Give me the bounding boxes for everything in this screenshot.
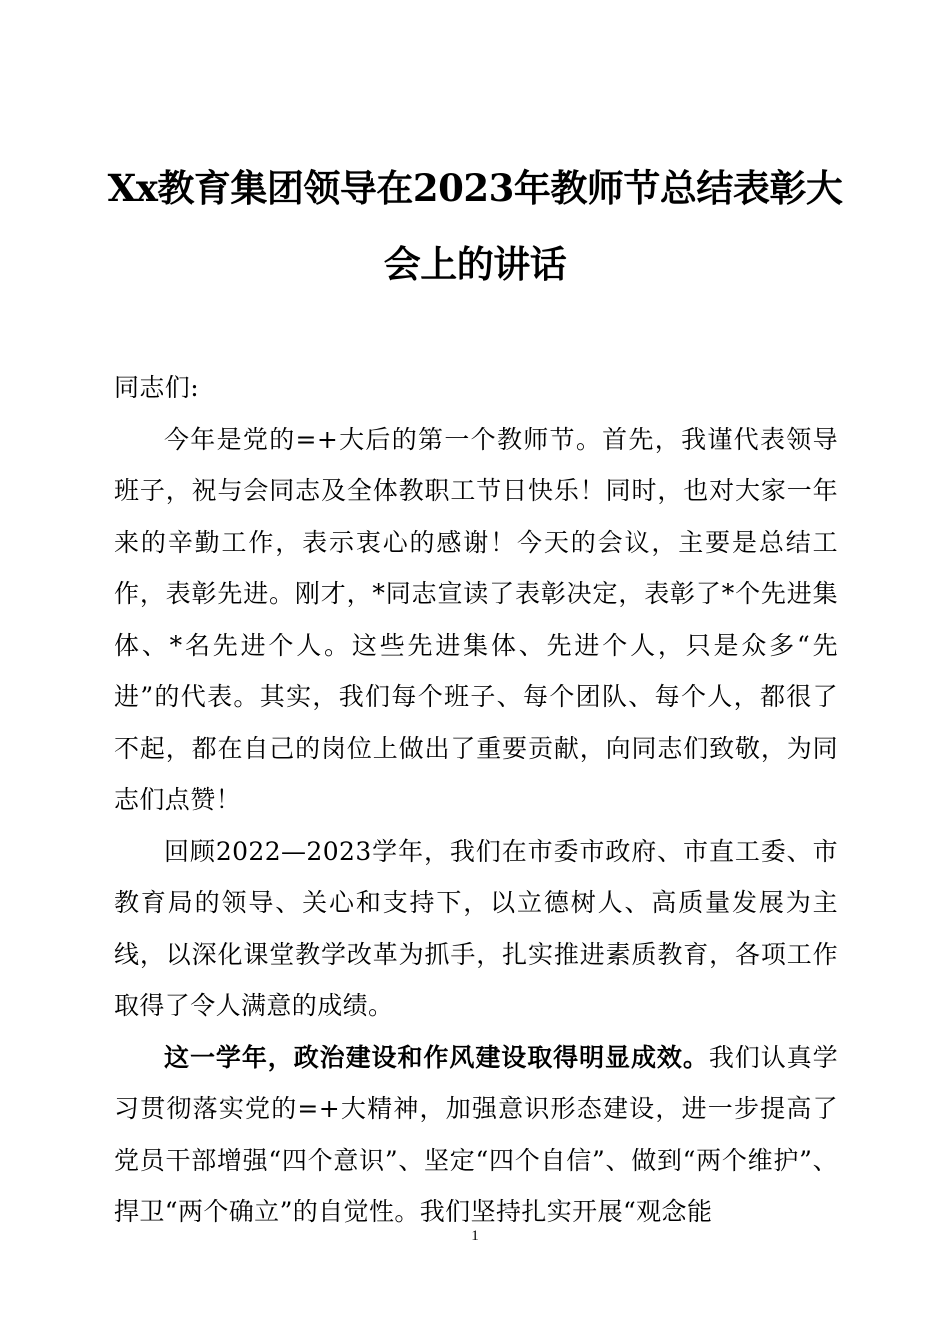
document-body <box>114 362 838 1238</box>
paragraph-3-lead: 这一学年，政治建设和作风建设取得明显成效。 <box>164 1042 709 1072</box>
page-number: 1 <box>471 1228 479 1244</box>
paragraph-3-text: 我们认真学习贯彻落实党的=+大精神，加强意识形态建设，进一步提高了党员干部增强“四个意识”、坚定“四个自信”、做到“两个维护”、捍卫“两个确立”的自觉性。我们坚持扎实开展“观念能 <box>114 1042 838 1226</box>
paragraph-1-text: 今年是党的=+大后的第一个教师节。首先，我谨代表领导班子，祝与会同志及全体教职工节日快乐！同时，也对大家一年来的辛勤工作，表示衷心的感谢！今天的会议，主要是总结工作，表彰先进。刚才，*同志宣读了表彰决定，表彰了*个先进集体、*名先进个人。这些先进集体、先进个人，只是众多“先进”的代表。其实，我们每个班子、每个团队、每个人，都很了不起，都在自己的岗位上做出了重要贡献，向同志们致敬，为同志们点赞！ <box>114 424 838 814</box>
paragraph-2 <box>114 826 838 1032</box>
salutation: 同志们: <box>114 373 200 402</box>
paragraph-3 <box>114 1032 838 1238</box>
paragraph-1 <box>114 414 838 826</box>
paragraph-2-text: 回顾2022—2023学年，我们在市委市政府、市直工委、市教育局的领导、关心和支持下，以立德树人、高质量发展为主线，以深化课堂教学改革为抓手，扎实推进素质教育，各项工作取得了令人满意的成绩。 <box>114 836 838 1020</box>
document-title: Xx教育集团领导在2023年教师节总结表彰大会上的讲话 <box>107 166 843 286</box>
